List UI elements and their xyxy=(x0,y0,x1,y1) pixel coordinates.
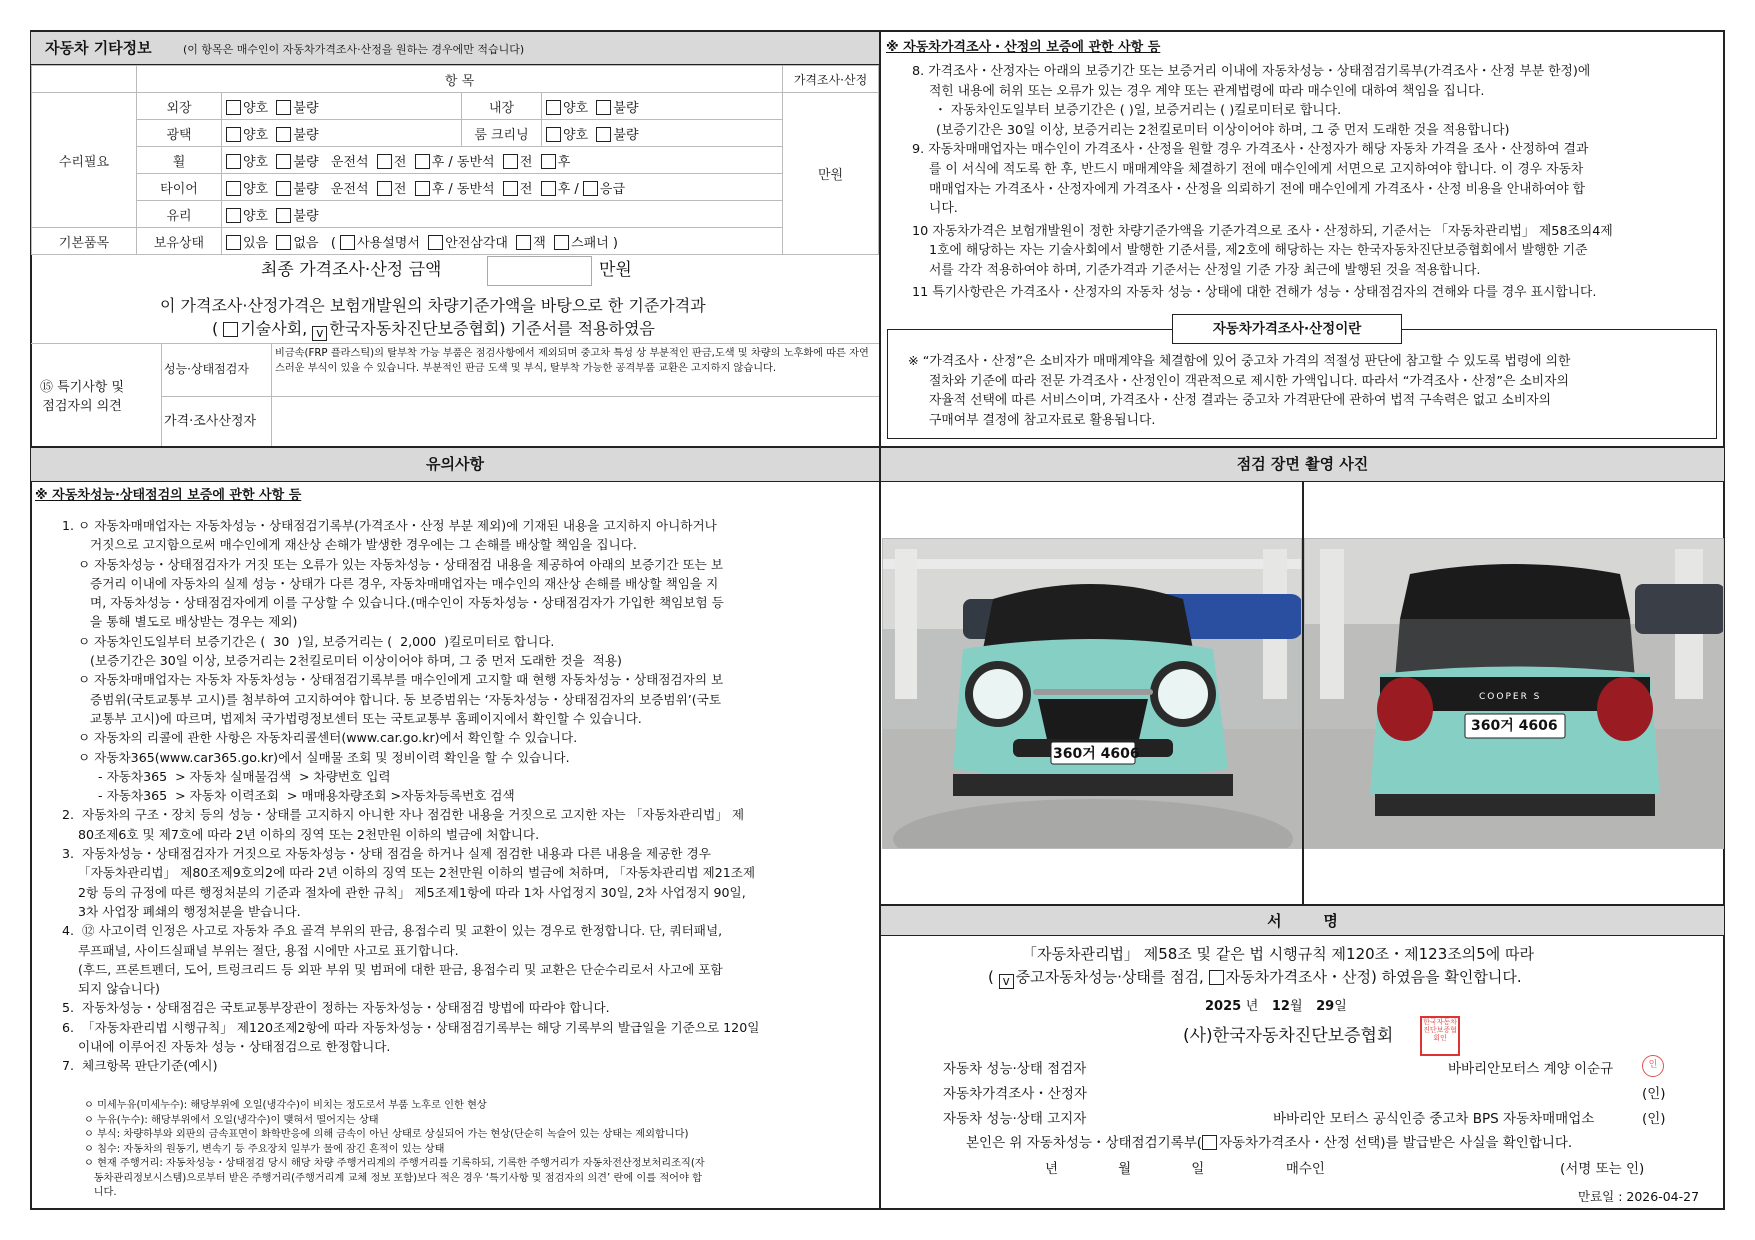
notes-header: 유의사항 xyxy=(31,448,879,482)
price-definition-title: 자동차가격조사·산정이란 xyxy=(1172,314,1402,344)
sign-date xyxy=(1205,999,1347,1015)
note-line: 증범위(국토교통부 고시)를 첨부하여 고지하여야 합니다. 동 보증범위는 ‘자동차성능・상태점검자의 보증범위’(국토 xyxy=(62,691,722,707)
basis-tech-checkbox[interactable] xyxy=(223,322,238,337)
row-gloss: 광택 xyxy=(137,120,222,147)
repair-table: 항 목 가격조사·산정 수리필요 외장 양호 불량 내장 양호 불량 만원 광택 양호 불량 룸 크리닝 양호 불량 휠 양호 불량 운전석 전 후 / 동반석 전 후 타이어 양호 불량 운전석 전 후 / 동반석 전 후 / 응급 유리 양호 불량 기본품목 보유상태 있음 없음 ( 사용설명서 안전삼각대 잭 스패너 ) xyxy=(31,65,879,255)
tire-emergency-checkbox[interactable] xyxy=(583,181,598,196)
label: 양호 xyxy=(243,181,269,197)
label: 불량 xyxy=(293,208,319,224)
note-line: (보증기간은 30일 이상, 보증거리는 2천킬로미터 이상이어야 하며, 그 중 먼저 도래한 것을 적용) xyxy=(62,653,622,669)
wheel-pass-front-checkbox[interactable] xyxy=(503,154,518,169)
wheel-driver-rear-checkbox[interactable] xyxy=(415,154,430,169)
note-line: 거짓으로 고지함으로써 매수인에게 재산상 손해가 발생한 경우에는 그 손해를 배상할 책임을 집니다. xyxy=(62,537,637,553)
triangle-checkbox[interactable] xyxy=(428,235,443,250)
item-8-l2: 적힌 내용에 허위 또는 오류가 있는 경우 계약 또는 관계법령에 따라 매수인에 대하여 책임을 집니다. xyxy=(929,83,1485,99)
divider xyxy=(161,343,162,446)
note-line: 이내에 이루어진 자동차 성능・상태점검으로 한정합니다. xyxy=(62,1039,391,1055)
group-repair: 수리필요 xyxy=(32,93,137,228)
label: 전 xyxy=(519,154,533,170)
front-car-image xyxy=(883,539,1302,849)
note-line: 을 통해 별도로 배상받는 경우는 제외) xyxy=(62,614,298,630)
row-owned: 보유상태 xyxy=(137,228,222,255)
final-amount-input[interactable] xyxy=(487,256,592,286)
rear-plate: 360거 4606 xyxy=(1471,718,1558,734)
criteria-item: ㅇ 누유(누수): 해당부위에서 오일(냉각수)이 맺혀서 떨어지는 상태 xyxy=(84,1114,379,1126)
criteria-item: 동차관리정보시스템)으로부터 받은 주행거리(주행거리계 교체 정보 포함)보다 적은 경우 ‘특기사항 및 점검자의 의견’ 란에 이를 적어야 합 xyxy=(84,1172,702,1184)
final-amount-label: 최종 가격조사·산정 금액 xyxy=(261,260,442,280)
exterior-good-checkbox[interactable] xyxy=(226,100,241,115)
confirm-line xyxy=(966,1135,1572,1151)
gloss-good-checkbox[interactable] xyxy=(226,127,241,142)
glass-bad-checkbox[interactable] xyxy=(276,208,291,223)
group-basic: 기본품목 xyxy=(32,228,137,255)
row-interior: 내장 xyxy=(462,93,542,120)
paren: ( xyxy=(988,968,994,986)
label: 전 xyxy=(519,181,533,197)
r1-value: 바바리안모터스 계양 이순규 xyxy=(1448,1061,1614,1077)
special-notes-label: ⑮ 특기사항 및 점검자의 의견 xyxy=(40,380,125,414)
label: 전 xyxy=(393,154,407,170)
perf-inspector-label: 성능·상태점검자 xyxy=(164,362,249,376)
note-line: 며, 자동차성능・상태점검자에게 이를 구상할 수 있습니다.(매수인이 자동차성능・상태점검자가 가입한 책임보험 등 xyxy=(62,595,724,611)
tire-driver-rear-checkbox[interactable] xyxy=(415,181,430,196)
note-line: 루프패널, 사이드실패널 부위는 절단, 용접 시에만 사고로 표기합니다. xyxy=(62,942,459,958)
room-good-checkbox[interactable] xyxy=(546,127,561,142)
item-10-l3: 서를 각각 적용하여야 하며, 기준가격과 기준서는 산정일 기준 가장 최근에 발행된 것을 적용합니다. xyxy=(929,262,1481,278)
label: 후 / xyxy=(557,181,579,197)
label: 후 xyxy=(557,154,571,170)
spanner-checkbox[interactable] xyxy=(554,235,569,250)
other-info-note: (이 항목은 매수인이 자동차가격조사·산정을 원하는 경우에만 적습니다) xyxy=(183,43,525,56)
association-seal: 한국자동차진단보증협회인 xyxy=(1420,1016,1460,1056)
label: 한국자동차진단보증협회) 기준서를 적용하였음 xyxy=(329,319,655,338)
criteria-item: ㅇ 부식: 차량하부와 외판의 금속표면이 화학반응에 의해 금속이 아닌 상태로 상실되어 가는 현상(단순히 녹슬어 있는 상태는 제외합니다) xyxy=(84,1129,689,1140)
note-line: 4. ⑫ 사고이력 인정은 사고로 자동차 주요 골격 부위의 판금, 용접수리 및 교환이 있는 경우로 한정합니다. 단, 쿼터패널, xyxy=(62,923,723,939)
sign-line2 xyxy=(988,969,1522,989)
front-plate: 360거 4606 xyxy=(1053,746,1140,762)
price-warranty-title: ※ 자동차가격조사・산정의 보증에 관한 사항 등 xyxy=(886,40,1161,55)
row-room: 룸 크리닝 xyxy=(462,120,542,147)
final-amount-unit: 만원 xyxy=(599,260,632,280)
row-exterior: 외장 xyxy=(137,93,222,120)
other-info-title: 자동차 기타정보 xyxy=(45,39,152,57)
tire-bad-checkbox[interactable] xyxy=(276,181,291,196)
rear-photo xyxy=(1304,538,1724,849)
criteria-item: ㅇ 미세누유(미세누수): 해당부위에 오일(냉각수)이 비치는 정도로서 부품 노후로 인한 현상 xyxy=(84,1100,487,1111)
item-9-l4: 니다. xyxy=(929,201,958,217)
price-definition-text xyxy=(908,352,1570,430)
criteria-item: ㅇ 침수: 자동차의 원동기, 변속기 등 주요장치 일부가 물에 잠긴 흔적이 있는 상태 xyxy=(84,1143,445,1155)
note-line: ㅇ 자동차매매업자는 자동차 자동차성능・상태점검기록부를 매수인에게 고지할 때 현행 자동차성능・상태점검자의 보 xyxy=(62,672,724,688)
wheel-driver-front-checkbox[interactable] xyxy=(377,154,392,169)
unit: 월 xyxy=(1289,999,1303,1014)
owned-none-checkbox[interactable] xyxy=(276,235,291,250)
exterior-bad-checkbox[interactable] xyxy=(276,100,291,115)
label: 안전삼각대 xyxy=(445,235,508,251)
r2-label: 자동차가격조사・산정자 xyxy=(943,1086,1087,1102)
criteria-item: ㅇ 현재 주행거리: 자동차성능・상태점검 당시 해당 차량 주행거리계의 주행거리를 기록하되, 기록한 주행거리가 자동차전산정보처리조직(자 xyxy=(84,1158,705,1169)
def-l4: 구매여부 결정에 참고자료로 활용됩니다. xyxy=(929,412,1156,428)
tire-driver-front-checkbox[interactable] xyxy=(377,181,392,196)
item-9-l2: 를 이 서식에 적도록 한 후, 반드시 매매계약을 체결하기 전에 매수인에게 서면으로 고지하여야 합니다. 이 경우 자동차 xyxy=(929,161,1584,177)
label: 있음 xyxy=(243,235,269,251)
label: 불량 xyxy=(613,100,639,116)
unit: 일 xyxy=(1334,999,1347,1014)
perf-inspector-text: 비금속(FRP 플라스틱)의 탈부착 가능 부품은 점검사항에서 제외되며 중고차 특성 상 부분적인 판금,도색 및 차량의 노후화에 따른 자연스러운 부식이 있을 수 있습니다. 부분적인 판금 도색 및 부식, 탈부착 가능한 공격부품 교환은 고지하지 않습니다. xyxy=(275,348,869,374)
label: 기술사회, xyxy=(240,319,308,338)
label: 불량 xyxy=(293,181,319,197)
r3-in: (인) xyxy=(1642,1111,1666,1127)
note-line: 80조제6호 및 제7호에 따라 2년 이하의 징역 또는 2천만원 이하의 벌금에 처합니다. xyxy=(62,826,540,842)
label: 양호 xyxy=(243,100,269,116)
gloss-bad-checkbox[interactable] xyxy=(276,127,291,142)
item-8-l4: (보증기간은 30일 이상, 보증거리는 2천킬로미터 이상이어야 하며, 그 중 먼저 도래한 것을 적용합니다) xyxy=(936,122,1510,138)
interior-good-checkbox[interactable] xyxy=(546,100,561,115)
wheel-good-checkbox[interactable] xyxy=(226,154,241,169)
note-line: 1. ㅇ 자동차매매업자는 자동차성능・상태점검기록부(가격조사・산정 부분 제외)에 기재된 내용을 고지하지 아니하거나 xyxy=(62,518,717,533)
note-line: (후드, 프론트펜더, 도어, 트렁크리드 등 외판 부위 및 범퍼에 대한 판금, 용접수리 및 교환은 단순수리로서 사고에 포함 xyxy=(62,961,723,977)
label: 불량 xyxy=(293,100,319,116)
label: 중고자동차성능·상태를 점검, xyxy=(1015,968,1204,986)
price-check-checkbox[interactable] xyxy=(1209,970,1224,985)
item-10-l1: 10 자동차가격은 보험개발원이 정한 차량기준가액을 기준가격으로 조사・산정하되, 기준서는 「자동차관리법」 제58조의4제 xyxy=(912,223,1613,239)
other-info-header xyxy=(31,32,879,65)
note-line: - 자동차365 > 자동차 이력조회 > 매매용차량조회 >자동차등록번호 검색 xyxy=(62,788,515,804)
r2-in: (인) xyxy=(1642,1086,1666,1102)
month: 12 xyxy=(1271,999,1290,1014)
item-10-l2: 1호에 해당하는 자는 기술사회에서 발행한 기준서를, 제2호에 해당하는 자는 한국자동차진단보증협회에서 발행한 기준 xyxy=(929,243,1588,259)
criteria-list xyxy=(84,1099,705,1201)
item-9-l1: 9. 자동차매매업자는 매수인이 가격조사・산정을 원할 경우 가격조사・산정자가 해당 자동차 가격을 조사・산정하여 결과 xyxy=(912,142,1589,158)
label: 불량 xyxy=(293,127,319,143)
note-line: 6. 「자동차관리법 시행규칙」 제120조제2항에 따라 자동차성능・상태점검기록부는 해당 기록부의 발급일을 기준으로 120일 xyxy=(62,1019,760,1035)
item-11: 11 특기사항란은 가격조사・산정자의 자동차 성능・상태에 대한 견해가 성능・상태점검자의 견해와 다를 경우 표시합니다. xyxy=(912,284,1597,300)
basis-kadi-checkbox[interactable]: v xyxy=(312,326,327,341)
label: 불량 xyxy=(613,127,639,143)
glass-good-checkbox[interactable] xyxy=(226,208,241,223)
divider xyxy=(271,343,272,446)
tire-pass-rear-checkbox[interactable] xyxy=(541,181,556,196)
label: 일 xyxy=(1191,1161,1205,1177)
unit-won: 만원 xyxy=(783,93,879,255)
def-l3: 자율적 선택에 따른 서비스이며, 가격조사・산정 결과는 중고차 가격판단에 관하여 법적 구속력은 없고 소비자의 xyxy=(929,393,1551,409)
notes-subtitle: ※ 자동차성능·상태점검의 보증에 관한 사항 등 xyxy=(35,488,302,503)
buyer-line xyxy=(1045,1161,1325,1177)
item-9-l3: 매매업자는 가격조사・산정자에게 가격조사・산정을 의뢰하기 전에 매수인에게 가격조사・산정 비용을 안내하여야 합 xyxy=(929,181,1586,197)
label: 사용설명서 xyxy=(357,235,420,251)
used-car-check-checkbox[interactable]: v xyxy=(999,974,1014,989)
year: 2025 xyxy=(1205,999,1242,1014)
label: 후 / 동반석 xyxy=(431,181,495,197)
row-glass: 유리 xyxy=(137,201,222,228)
expiry-date: 만료일 : 2026-04-27 xyxy=(1578,1189,1700,1204)
label: 양호 xyxy=(243,154,269,170)
note-line: ㅇ 자동차인도일부터 보증기간은 ( 30 )일, 보증거리는 ( 2,000 )킬로미터로 합니다. xyxy=(62,633,555,649)
divider xyxy=(31,343,879,344)
unit: 년 xyxy=(1245,999,1259,1014)
front-photo xyxy=(882,538,1302,849)
note-line: ㅇ 자동차성능・상태점검자가 거짓 또는 오류가 있는 자동차성능・상태점검 내용을 제공하여 아래의 보증기간 또는 보 xyxy=(62,556,724,572)
r3-label: 자동차 성능·상태 고지자 xyxy=(943,1111,1087,1127)
criteria-item: 니다. xyxy=(84,1187,117,1198)
note-line: 5. 자동차성능・상태점검은 국토교통부장관이 정하는 자동차성능・상태점검 방법에 따라야 합니다. xyxy=(62,1000,610,1016)
day: 29 xyxy=(1316,999,1335,1014)
interior-bad-checkbox[interactable] xyxy=(596,100,611,115)
confirm-checkbox[interactable] xyxy=(1202,1135,1217,1150)
note-line: 되지 않습니다) xyxy=(62,981,160,997)
note-line: 교통부 고시)에 따르며, 법제처 국가법령정보센터 또는 국토교통부 홈페이지에서 확인할 수 있습니다. xyxy=(62,710,642,726)
note-line: 2. 자동차의 구조・장치 등의 성능・상태를 고지하지 아니한 자나 점검한 내용을 거짓으로 고지한 자는 「자동차관리법」 제 xyxy=(62,807,745,823)
sign-line1: 「자동차관리법」 제58조 및 같은 법 시행규칙 제120조・제123조의5에 따라 xyxy=(1022,945,1535,963)
row-wheel: 휠 xyxy=(137,147,222,174)
tire-good-checkbox[interactable] xyxy=(226,181,241,196)
tire-pass-front-checkbox[interactable] xyxy=(503,181,518,196)
row-tire: 타이어 xyxy=(137,174,222,201)
price-inspector-label: 가격·조사산정자 xyxy=(164,414,257,429)
rear-badge: COOPER S xyxy=(1479,692,1542,702)
basis-line1: 이 가격조사·산정가격은 보험개발원의 차량기준가액을 바탕으로 한 기준가격과 xyxy=(160,296,706,315)
signature-header: 서 명 xyxy=(881,906,1724,936)
center-divider xyxy=(879,31,881,1209)
note-line: 증거리 이내에 자동차의 실제 성능・상태가 다른 경우, 자동차매매업자는 매수인의 재산상 손해를 배상할 책임을 지 xyxy=(62,575,719,591)
item-8-l3: ・ 자동차인도일부터 보증기간은 ( )일, 보증거리는 ( )킬로미터로 합니다. xyxy=(934,103,1342,119)
wheel-pass-rear-checkbox[interactable] xyxy=(541,154,556,169)
label: 양호 xyxy=(243,208,269,224)
def-l1: ※ “가격조사・산정”은 소비자가 매매계약을 체결함에 있어 중고차 가격의 적절성 판단에 참고할 수 있도록 법령에 의한 xyxy=(908,354,1571,369)
col-item: 항 목 xyxy=(137,66,783,93)
label: 자동차가격조사・산정) 하였음을 확인합니다. xyxy=(1225,968,1522,986)
label: 불량 xyxy=(293,154,319,170)
note-line: 2항 등의 규정에 따른 행정처분의 기준과 절차에 관한 규칙」 제5조제1항에 따라 1차 사업정지 30일, 2차 사업정지 90일, xyxy=(62,884,746,900)
label: 운전석 xyxy=(330,154,369,170)
label: 자동차가격조사・산정 선택)를 발급받은 사실을 확인합니다. xyxy=(1219,1135,1573,1151)
label: 매수인 xyxy=(1285,1161,1325,1177)
photos-header: 점검 장면 촬영 사진 xyxy=(881,448,1724,482)
label: 월 xyxy=(1118,1161,1132,1177)
owned-have-checkbox[interactable] xyxy=(226,235,241,250)
label: 양호 xyxy=(243,127,269,143)
col-price: 가격조사·산정 xyxy=(783,66,879,93)
association-name: (사)한국자동차진단보증협회 xyxy=(1183,1026,1394,1046)
manual-checkbox[interactable] xyxy=(340,235,355,250)
divider xyxy=(161,396,879,397)
note-line: - 자동차365 > 자동차 실매물검색 > 차량번호 입력 xyxy=(62,768,391,784)
r3-value: 바바리안 모터스 공식인증 중고차 BPS 자동차매매업소 xyxy=(1273,1111,1595,1127)
note-line: 3차 사업장 폐쇄의 행정처분을 받습니다. xyxy=(62,903,301,919)
label: 운전석 xyxy=(330,181,369,197)
notes-list xyxy=(62,516,759,1076)
label: 전 xyxy=(393,181,407,197)
basis-line2: ( 기술사회, v 한국자동차진단보증협회) 기준서를 적용하였음 xyxy=(212,319,655,340)
note-line: ㅇ 자동차365(www.car365.go.kr)에서 실매물 조회 및 정비이력 확인을 할 수 있습니다. xyxy=(62,749,570,765)
label: 없음 xyxy=(293,235,319,251)
def-l2: 절차와 기준에 따라 전문 가격조사・산정인이 객관적으로 제시한 가액입니다. 따라서 “가격조사・산정”은 소비자의 xyxy=(929,373,1569,389)
note-line: 「자동차관리법」 제80조제9호의2에 따라 2년 이하의 징역 또는 2천만원 이하의 벌금에 처하며, 「자동차관리법 제21조제 xyxy=(62,865,756,881)
note-line: 3. 자동차성능・상태점검자가 거짓으로 자동차성능・상태 점검을 하거나 실제 점검한 내용과 다른 내용을 제공한 경우 xyxy=(62,846,711,862)
label: 양호 xyxy=(563,127,589,143)
room-bad-checkbox[interactable] xyxy=(596,127,611,142)
label: 년 xyxy=(1045,1161,1059,1177)
r1-label: 자동차 성능·상태 점검자 xyxy=(943,1061,1087,1077)
label: 양호 xyxy=(563,100,589,116)
label: 스패너 ) xyxy=(571,235,618,251)
signature-note: (서명 또는 인) xyxy=(1560,1161,1645,1177)
jack-checkbox[interactable] xyxy=(516,235,531,250)
item-8-l1: 8. 가격조사・산정자는 아래의 보증기간 또는 보증거리 이내에 자동차성능・상태점검기록부(가격조사・산정 부분 한정)에 xyxy=(912,64,1591,79)
note-line: 7. 체크항목 판단기준(예시) xyxy=(62,1058,218,1074)
wheel-bad-checkbox[interactable] xyxy=(276,154,291,169)
label: 잭 xyxy=(533,235,546,251)
label: 응급 xyxy=(599,181,626,197)
label: 본인은 위 자동차성능・상태점검기록부( xyxy=(966,1135,1203,1151)
r1-stamp: 인 xyxy=(1642,1055,1664,1077)
note-line: ㅇ 자동차의 리콜에 관한 사항은 자동차리콜센터(www.car.go.kr)에서 확인할 수 있습니다. xyxy=(62,730,578,746)
label: 후 / 동반석 xyxy=(431,154,495,170)
price-warranty-items xyxy=(912,62,1613,302)
